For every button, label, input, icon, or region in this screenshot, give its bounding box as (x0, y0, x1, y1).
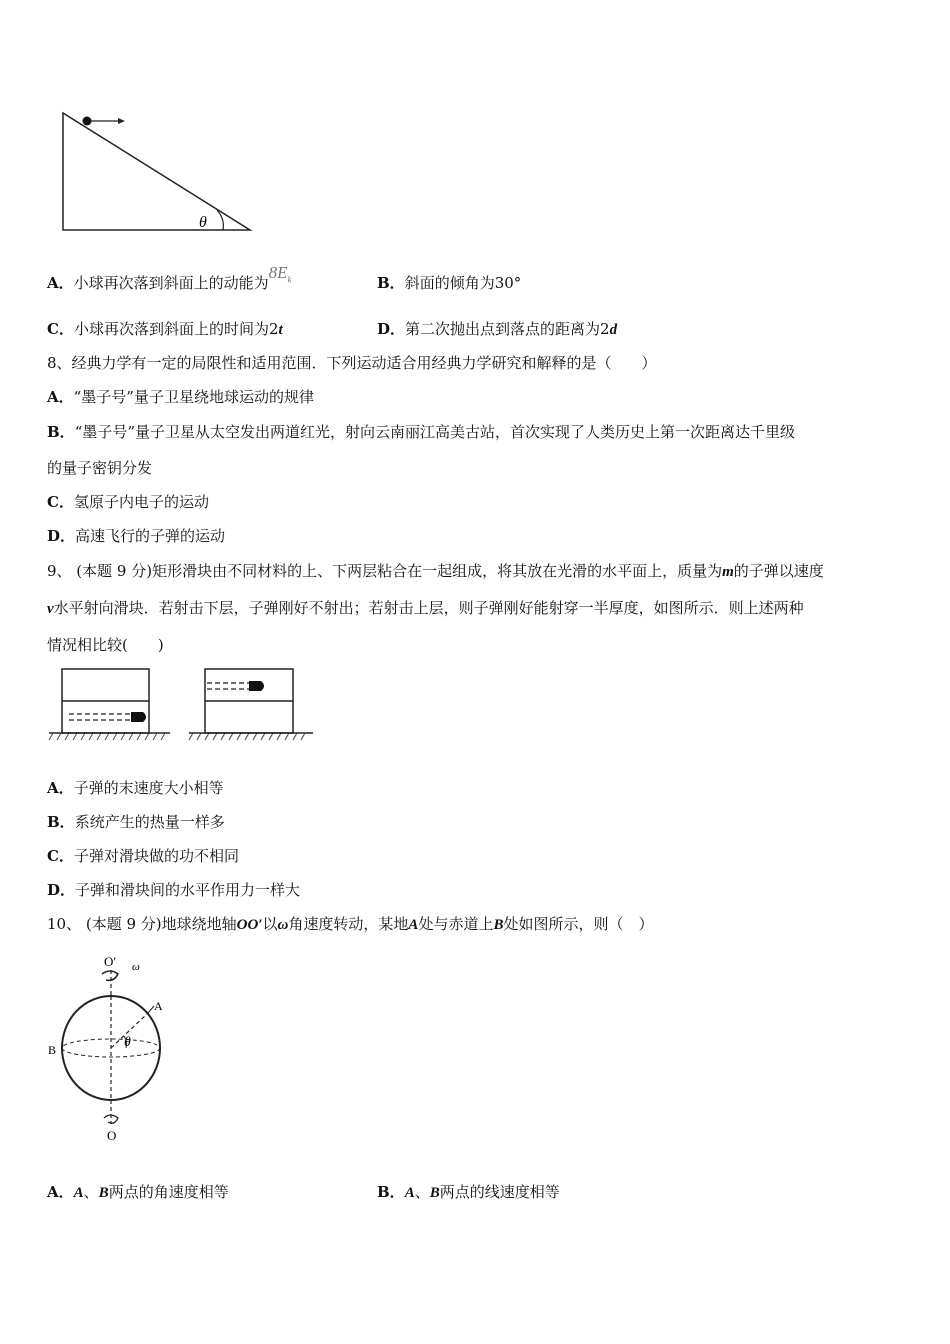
q10-option-b: B．A、B两点的线速度相等 (377, 1183, 560, 1201)
kinetic-energy-formula: $8E_k$ (268, 263, 292, 285)
option-text: 两点的角速度相等 (108, 1183, 229, 1201)
q7-option-c (47, 319, 283, 340)
option-label: A． (47, 779, 74, 797)
option-text: 斜面的倾角为30° (404, 274, 522, 292)
sliding-block-figure (45, 663, 317, 745)
point-a-label: A (154, 999, 163, 1013)
option-label: D． (47, 527, 76, 545)
rotation-arrow-icon (102, 971, 118, 980)
q7-option-d (377, 319, 617, 340)
q8-option-b (47, 422, 795, 442)
theta-label: θ (124, 1035, 131, 1050)
option-label: A． (47, 274, 74, 292)
option-label: B． (377, 274, 405, 292)
variable: A (408, 917, 419, 933)
option-text: 两点的线速度相等 (439, 1183, 560, 1201)
q8-option-d (47, 526, 225, 546)
point-b-label: B (48, 1043, 57, 1057)
bullet-icon (131, 712, 146, 722)
option-text: “墨子号”量子卫星从太空发出两道红光，射向云南丽江高美古站，首次实现了人类历史上第一次距离达千里级 (74, 423, 796, 441)
variable: B (493, 917, 504, 933)
option-label: B． (47, 423, 75, 441)
option-text: 高速飞行的子弹的运动 (75, 527, 226, 545)
omega-label: ω (132, 961, 140, 973)
variable: d (609, 322, 618, 338)
variable: ω (277, 917, 289, 933)
ball (83, 117, 92, 126)
option-label: C． (47, 320, 74, 338)
incline-triangle (63, 113, 250, 230)
q9-option-d (47, 880, 300, 900)
q8-stem: 8、经典力学有一定的局限性和适用范围．下列运动适合用经典力学研究和解释的是（ ） (47, 354, 657, 372)
q9-stem-line2: v水平射向滑块．若射击下层，子弹刚好不射出；若射击上层，则子弹刚好能射穿一半厚度，如图所示．则上述两种 (47, 599, 804, 617)
q9-option-b (47, 812, 225, 832)
variable: OO′ (236, 917, 263, 933)
q7-option-a (47, 263, 292, 299)
option-label: B． (377, 1183, 405, 1201)
top-axis-label: O′ (104, 954, 117, 969)
variable: m (722, 564, 734, 580)
option-label: A． (47, 1183, 74, 1201)
bullet-icon (249, 681, 264, 691)
option-text: “墨子号”量子卫星绕地球运动的规律 (73, 388, 314, 406)
option-text: 氢原子内电子的运动 (73, 493, 209, 511)
option-text: 小球再次落到斜面上的时间为2 (73, 320, 279, 338)
q10-option-a: A．A、B两点的角速度相等 (47, 1183, 229, 1201)
option-label: A． (47, 388, 74, 406)
q8-option-a (47, 387, 314, 407)
option-text: 子弹对滑块做的功不相同 (73, 847, 239, 865)
bottom-axis-label: O (107, 1128, 117, 1143)
q9-option-a (47, 778, 224, 798)
option-label: D． (377, 320, 406, 338)
variable: v (47, 601, 54, 617)
angle-label: θ (199, 214, 207, 231)
q8-option-c (47, 492, 209, 512)
incline-figure (55, 105, 260, 240)
q9-stem-line3: 情况相比较( ) (47, 636, 164, 654)
option-label: C． (47, 847, 74, 865)
arrow-head-icon (118, 118, 125, 124)
option-text: 小球再次落到斜面上的动能为 (73, 274, 269, 292)
option-text: 系统产生的热量一样多 (74, 813, 225, 831)
q7-option-b (377, 273, 521, 293)
option-text: 子弹的末速度大小相等 (73, 779, 224, 797)
q9-stem-line1: 9、 (本题 9 分)矩形滑块由不同材料的上、下两层粘合在一起组成，将其放在光滑的水平面上，质量为m的子弹以速度 (47, 562, 824, 580)
option-text: 第二次抛出点到落点的距离为2 (405, 320, 610, 338)
option-text: 子弹和滑块间的水平作用力一样大 (75, 881, 301, 899)
variable: t (278, 322, 283, 338)
q10-stem: 10、 (本题 9 分)地球绕地轴OO′以ω角速度转动，某地A处与赤道上B处如图所示，则（ ） (47, 915, 654, 933)
q8-option-b-cont: 的量子密钥分发 (47, 459, 153, 477)
option-label: C． (47, 493, 74, 511)
option-label: D． (47, 881, 76, 899)
option-label: B． (47, 813, 75, 831)
earth-figure (44, 948, 184, 1148)
q9-option-c (47, 846, 239, 866)
